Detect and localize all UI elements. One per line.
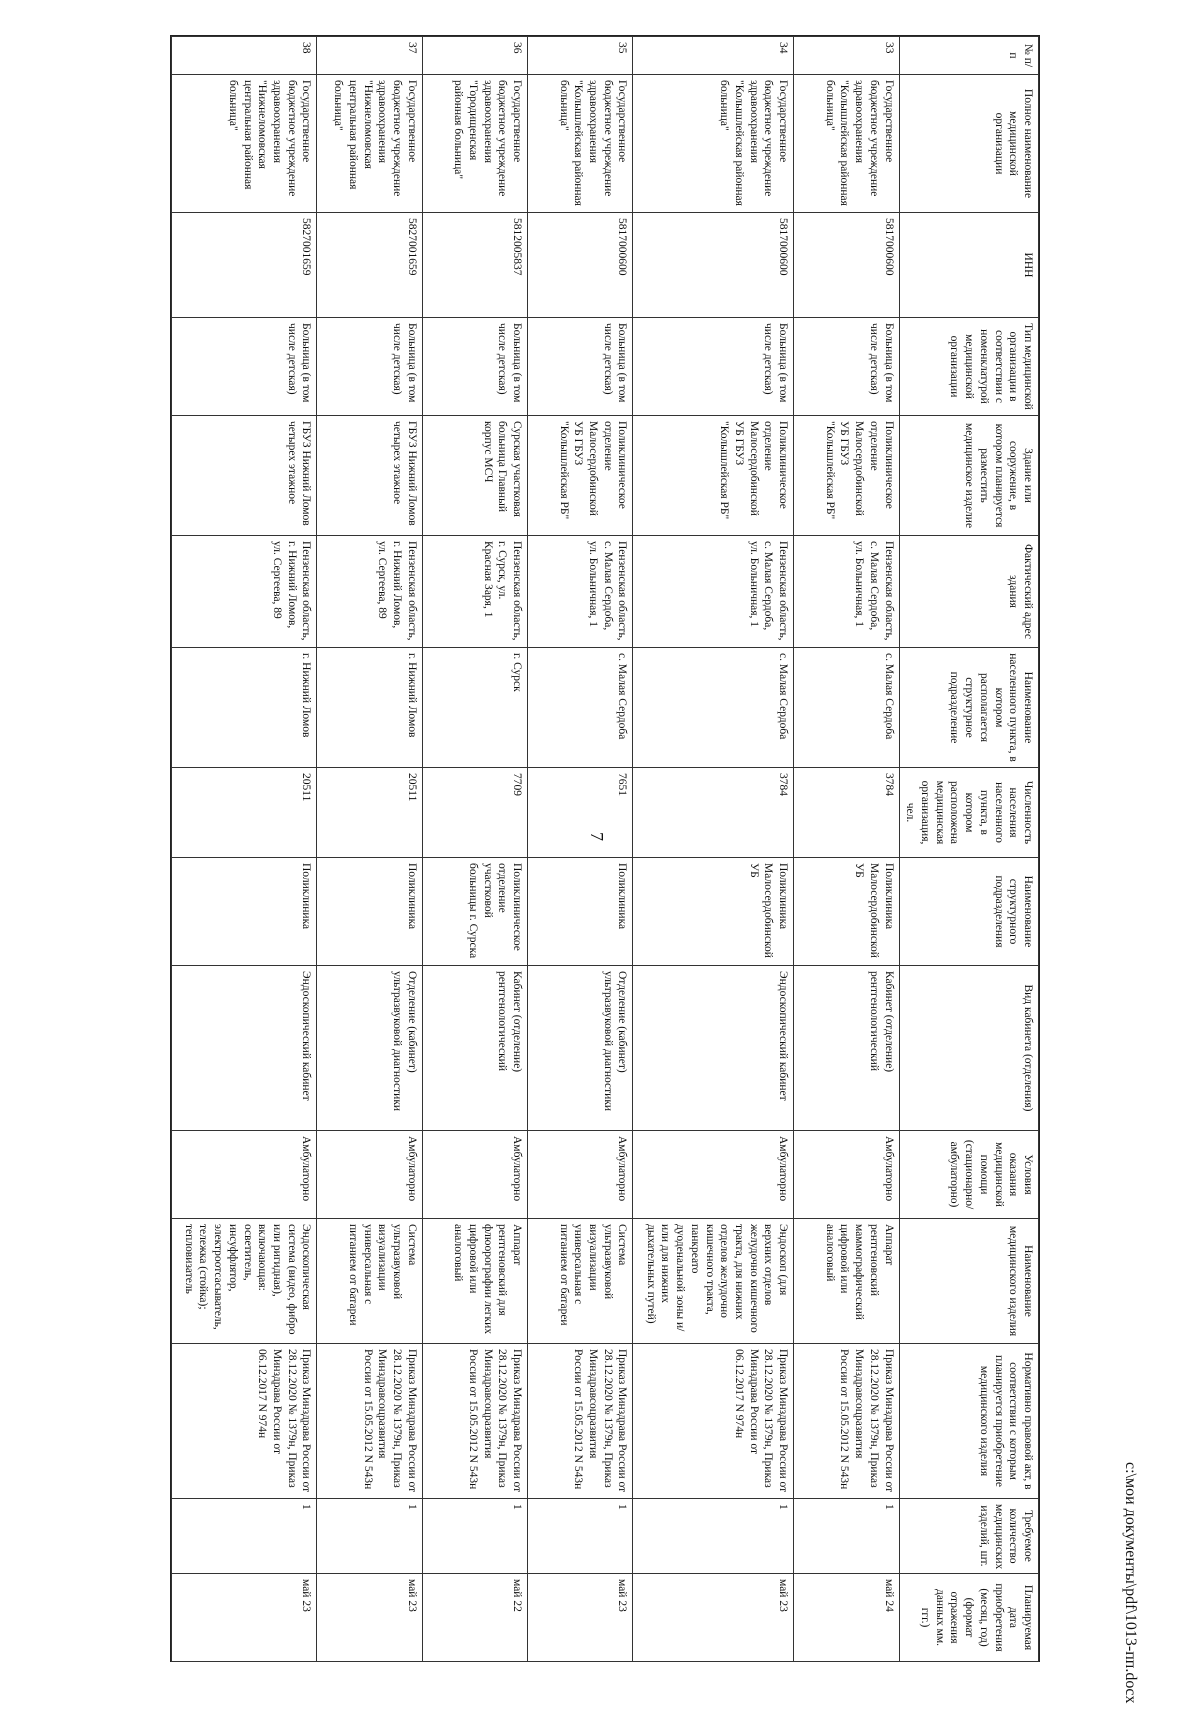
equipment-table-frame	[170, 35, 1040, 1662]
cell-division: Поликлиника	[528, 858, 633, 966]
cell-population: 3784	[794, 768, 899, 858]
cell-division: Поликлиническое отделение участковой больницы г. Сурска	[422, 858, 527, 966]
cell-building: Поликлиническое отделение Малосердобинской УБ ГБУЗ "Колышлейская РБ"	[794, 416, 899, 536]
cell-room-type: Эндоскопический кабинет	[633, 966, 794, 1131]
cell-population: 3784	[633, 768, 794, 858]
table-header	[899, 37, 1038, 1662]
cell-conditions: Амбулаторно	[172, 1131, 318, 1219]
cell-conditions: Амбулаторно	[794, 1131, 899, 1219]
cell-settlement: с. Малая Сердоба	[633, 648, 794, 768]
cell-conditions: Амбулаторно	[422, 1131, 527, 1219]
cell-quantity: 1	[528, 1499, 633, 1574]
cell-settlement: г. Нижний Ломов	[317, 648, 422, 768]
cell-population: 7651	[528, 768, 633, 858]
cell-num: 34	[633, 37, 794, 75]
header-cell-address: Фактический адрес здания	[899, 536, 1038, 648]
table-row	[528, 37, 633, 1662]
cell-date: май 23	[172, 1574, 318, 1662]
cell-building: Поликлиническое отделение Малосердобинской УБ ГБУЗ "Колышлейская РБ"	[633, 416, 794, 536]
header-row	[899, 37, 1038, 1662]
cell-address: Пензенская область, г. Нижний Ломов, ул. Сергеева, 89	[317, 536, 422, 648]
cell-room-type: Отделение (кабинет) ультразвуковой диагностики	[317, 966, 422, 1131]
header-cell-date: Планируемая дата приобретения (месяц, год) (формат отражения данных мм. ггг.)	[899, 1574, 1038, 1662]
cell-num: 37	[317, 37, 422, 75]
cell-room-type: Кабинет (отделение) рентгенологический	[422, 966, 527, 1131]
header-cell-org-type: Тип медицинской организации в соответствии с номенклатурой медицинской организации	[899, 318, 1038, 416]
header-cell-division: Наименование структурного подразделения	[899, 858, 1038, 966]
cell-room-type: Кабинет (отделение) рентгенологический	[794, 966, 899, 1131]
cell-org-name: Государственное бюджетное учреждение здравоохранения "Нижнеломовская центральная районная больница"	[172, 75, 318, 213]
cell-inn: 5817000600	[794, 213, 899, 318]
cell-inn: 5827001659	[317, 213, 422, 318]
cell-org-name: Государственное бюджетное учреждение здравоохранения "Колышлейская районная больница"	[794, 75, 899, 213]
cell-address: Пензенская область, с. Малая Сердоба, ул. Больничная, 1	[633, 536, 794, 648]
cell-org-type: Больница (в том числе детская)	[422, 318, 527, 416]
footer-file-path: c:\мои документы\pdf\1013-пп.docx	[1122, 1462, 1139, 1704]
cell-quantity: 1	[633, 1499, 794, 1574]
cell-org-name: Государственное бюджетное учреждение здравоохранения "Колышлейская районная больница"	[528, 75, 633, 213]
header-cell-device-name: Наименование медицинского изделия	[899, 1219, 1038, 1344]
header-cell-inn: ИНН	[899, 213, 1038, 318]
header-cell-population: Численность населения населенного пункта, в котором расположена медицинская организация, чел.	[899, 768, 1038, 858]
cell-org-type: Больница (в том числе детская)	[633, 318, 794, 416]
cell-org-type: Больница (в том числе детская)	[317, 318, 422, 416]
cell-legal-act: Приказ Минздрава России от 28.12.2020 № 1379н, Приказ Минздрава России от 06.12.2017 N 974н	[172, 1344, 318, 1499]
cell-legal-act: Приказ Минздрава России от 28.12.2020 № 1379н, Приказ Минздравсоцразвития России от 15.05.2012 N 543н	[422, 1344, 527, 1499]
cell-address: Пензенская область, г. Сурск, ул. Красная Заря, 1	[422, 536, 527, 648]
header-cell-room-type: Вид кабинета (отделения)	[899, 966, 1038, 1131]
cell-device-name: Аппарат рентгеновский для флюорографии легких цифровой или аналоговый	[422, 1219, 527, 1344]
cell-population: 7709	[422, 768, 527, 858]
cell-num: 38	[172, 37, 318, 75]
header-cell-quantity: Требуемое количество медицинских изделий, шт.	[899, 1499, 1038, 1574]
cell-device-name: Эндоскопическая система (видео, фибро или ригидная), включающая: осветитель, инсуффлятор, электроотсасыватель, тележка (стойка); тепловизатель	[172, 1219, 318, 1344]
cell-inn: 5812005837	[422, 213, 527, 318]
header-cell-num: № п/п	[899, 37, 1038, 75]
cell-room-type: Эндоскопический кабинет	[172, 966, 318, 1131]
table-row	[317, 37, 422, 1662]
table-row	[172, 37, 318, 1662]
cell-inn: 5817000600	[528, 213, 633, 318]
cell-device-name: Система ультразвуковой визуализации универсальная с питанием от батареи	[317, 1219, 422, 1344]
cell-quantity: 1	[794, 1499, 899, 1574]
cell-settlement: г. Нижний Ломов	[172, 648, 318, 768]
cell-settlement: с. Малая Сердоба	[794, 648, 899, 768]
cell-date: май 24	[794, 1574, 899, 1662]
cell-building: ГБУЗ Нижний Ломов четырех этажное	[172, 416, 318, 536]
cell-division: Поликлиника Малосердобинской УБ	[633, 858, 794, 966]
table-row	[794, 37, 899, 1662]
cell-date: май 23	[633, 1574, 794, 1662]
header-cell-org-name: Полное наименование медицинской организации	[899, 75, 1038, 213]
cell-room-type: Отделение (кабинет) ультразвуковой диагностики	[528, 966, 633, 1131]
cell-legal-act: Приказ Минздрава России от 28.12.2020 № 1379н, Приказ Минздравсоцразвития России от 15.05.2012 N 543н	[528, 1344, 633, 1499]
cell-org-type: Больница (в том числе детская)	[794, 318, 899, 416]
cell-building: Поликлиническое отделение Малосердобинской УБ ГБУЗ "Колышлейская РБ"	[528, 416, 633, 536]
cell-building: ГБУЗ Нижний Ломов четырех этажное	[317, 416, 422, 536]
cell-address: Пензенская область, с. Малая Сердоба, ул. Больничная, 1	[528, 536, 633, 648]
table-row	[422, 37, 527, 1662]
cell-org-type: Больница (в том числе детская)	[528, 318, 633, 416]
cell-quantity: 1	[317, 1499, 422, 1574]
cell-date: май 23	[528, 1574, 633, 1662]
cell-num: 33	[794, 37, 899, 75]
cell-org-name: Государственное бюджетное учреждение здравоохранения "Городищенская районная больница"	[422, 75, 527, 213]
cell-num: 36	[422, 37, 527, 75]
page-number: 7	[587, 832, 607, 841]
equipment-table	[171, 36, 1039, 1662]
cell-conditions: Амбулаторно	[633, 1131, 794, 1219]
cell-population: 20511	[172, 768, 318, 858]
cell-org-type: Больница (в том числе детская)	[172, 318, 318, 416]
header-cell-legal-act: Нормативно правовой акт, в соответствии с которым планируется приобретение медицинского изделия	[899, 1344, 1038, 1499]
cell-device-name: Система ультразвуковой визуализации универсальная с питанием от батареи	[528, 1219, 633, 1344]
cell-inn: 5817000600	[633, 213, 794, 318]
table-body	[172, 37, 900, 1662]
header-cell-settlement: Наименование населенного пункта, в котором располагается структурное подразделение	[899, 648, 1038, 768]
cell-division: Поликлиника	[317, 858, 422, 966]
cell-org-name: Государственное бюджетное учреждение здравоохранения "Нижнеломовская центральная районная больница"	[317, 75, 422, 213]
cell-building: Сурская участковая больница Главный корпус МСЧ	[422, 416, 527, 536]
cell-legal-act: Приказ Минздрава России от 28.12.2020 № 1379н, Приказ Минздравсоцразвития России от 15.05.2012 N 543н	[794, 1344, 899, 1499]
cell-division: Поликлиника Малосердобинской УБ	[794, 858, 899, 966]
cell-org-name: Государственное бюджетное учреждение здравоохранения "Колышлейская районная больница"	[633, 75, 794, 213]
cell-address: Пензенская область, с. Малая Сердоба, ул. Больничная, 1	[794, 536, 899, 648]
cell-legal-act: Приказ Минздрава России от 28.12.2020 № 1379н, Приказ Минздрава России от 06.12.2017 N 974н	[633, 1344, 794, 1499]
header-cell-conditions: Условия оказания медицинской помощи (стационарно/ амбулаторно)	[899, 1131, 1038, 1219]
cell-inn: 5827001659	[172, 213, 318, 318]
rotated-table-container	[171, 36, 1039, 1661]
cell-address: Пензенская область, г. Нижний Ломов, ул. Сергеева, 89	[172, 536, 318, 648]
cell-num: 35	[528, 37, 633, 75]
cell-settlement: г. Сурск	[422, 648, 527, 768]
cell-date: май 23	[317, 1574, 422, 1662]
table-row	[633, 37, 794, 1662]
cell-device-name: Аппарат рентгеновский маммографический цифровой или аналоговый	[794, 1219, 899, 1344]
cell-quantity: 1	[422, 1499, 527, 1574]
cell-legal-act: Приказ Минздрава России от 28.12.2020 № 1379н, Приказ Минздравсоцразвития России от 15.05.2012 N 543н	[317, 1344, 422, 1499]
cell-population: 20511	[317, 768, 422, 858]
cell-conditions: Амбулаторно	[317, 1131, 422, 1219]
cell-settlement: с. Малая Сердоба	[528, 648, 633, 768]
cell-device-name: Эндоскоп (для верхних отделов желудочно кишечного тракта, для нижних отделов желудочно кишечного тракта, панкреато дуоденальной зоны и/или для нижних дыхательных путей)	[633, 1219, 794, 1344]
cell-date: май 22	[422, 1574, 527, 1662]
cell-division: Поликлиника	[172, 858, 318, 966]
cell-conditions: Амбулаторно	[528, 1131, 633, 1219]
cell-quantity: 1	[172, 1499, 318, 1574]
header-cell-building: Здание или сооружение, в котором планируется разместить медицинское изделие	[899, 416, 1038, 536]
